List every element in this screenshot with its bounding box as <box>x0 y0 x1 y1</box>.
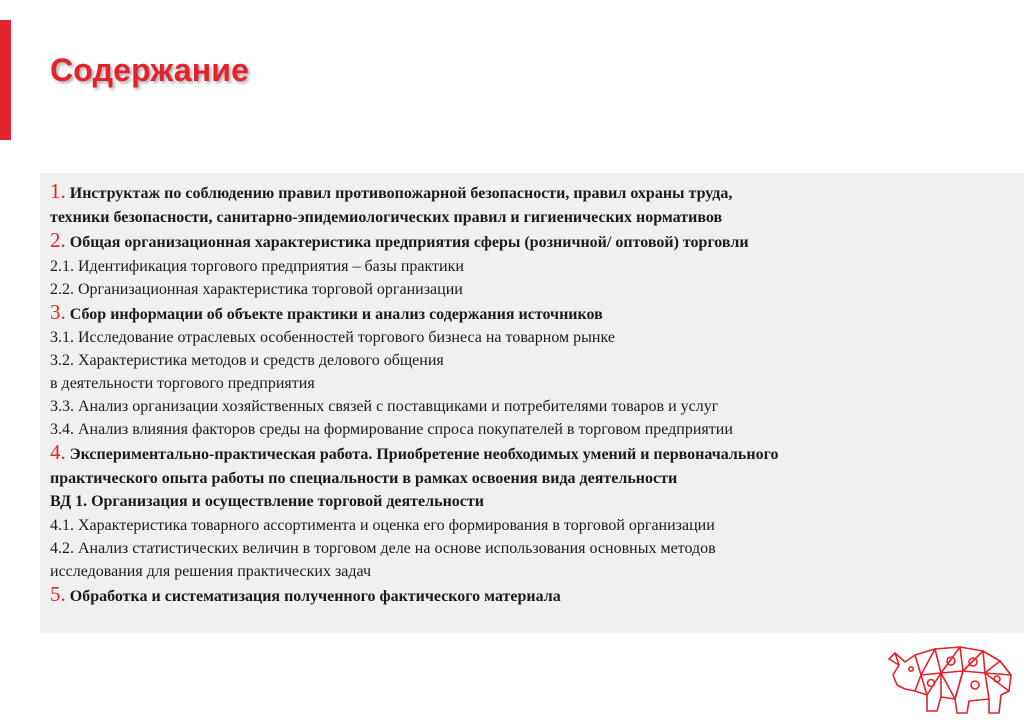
section-4-heading-cont: практического опыта работы по специальности в рамках освоения вида деятельности <box>50 469 678 487</box>
section-2-heading <box>50 229 1024 255</box>
section-heading-text: Обработка и систематизация полученного фактического материала <box>69 587 561 605</box>
section-number: 4. <box>50 440 66 464</box>
section-3-heading <box>50 301 1024 327</box>
list-item: 3.3. Анализ организации хозяйственных связей с поставщиками и потребителями товаров и услуг <box>50 398 719 415</box>
list-item: 3.1. Исследование отраслевых особенностей торгового бизнеса на товарном рынке <box>50 329 615 346</box>
list-item: 2.2. Организационная характеристика торговой организации <box>50 280 463 298</box>
section-4-heading <box>50 441 1024 467</box>
section-number: 5. <box>50 581 66 606</box>
list-item: исследования для решения практических задач <box>50 562 372 580</box>
list-item: 2.1. Идентификация торгового предприятия – базы практики <box>50 257 464 275</box>
list-item: в деятельности торгового предприятия <box>50 375 315 392</box>
section-1-heading <box>50 180 1024 206</box>
section-heading-text: Общая организационная характеристика предприятия сферы (розничной/ оптовой) торговли <box>69 234 749 251</box>
section-heading-text: Инструктаж по соблюдению правил противопожарной безопасности, правил охраны труда, <box>69 185 733 202</box>
section-heading-text: Экспериментально-практическая работа. Приобретение необходимых умений и первоначального <box>69 446 779 463</box>
list-item: 3.2. Характеристика методов и средств делового общения <box>50 352 444 369</box>
section-number: 1. <box>50 179 66 203</box>
contents-panel <box>40 173 1024 633</box>
list-item: 4.1. Характеристика товарного ассортимента и оценка его формирования в торговой организации <box>50 516 715 534</box>
section-5-heading <box>50 583 1024 609</box>
section-number: 3. <box>50 299 66 324</box>
section-number: 2. <box>50 228 66 252</box>
list-item: 3.4. Анализ влияния факторов среды на формирование спроса покупателей в торговом предприятии <box>50 421 733 438</box>
page-title: Содержание <box>50 52 250 88</box>
section-heading-text: Сбор информации об объекте практики и анализ содержания источников <box>69 305 603 323</box>
rhino-logo-icon <box>885 635 1020 720</box>
list-item: 4.2. Анализ статистических величин в торговом деле на основе использования основных методов <box>50 539 716 557</box>
section-4-heading-cont2: ВД 1. Организация и осуществление торговой деятельности <box>50 493 484 510</box>
section-1-heading-cont: техники безопасности, санитарно-эпидемиологических правил и гигиенических нормативов <box>50 208 723 226</box>
accent-bar <box>0 20 11 140</box>
